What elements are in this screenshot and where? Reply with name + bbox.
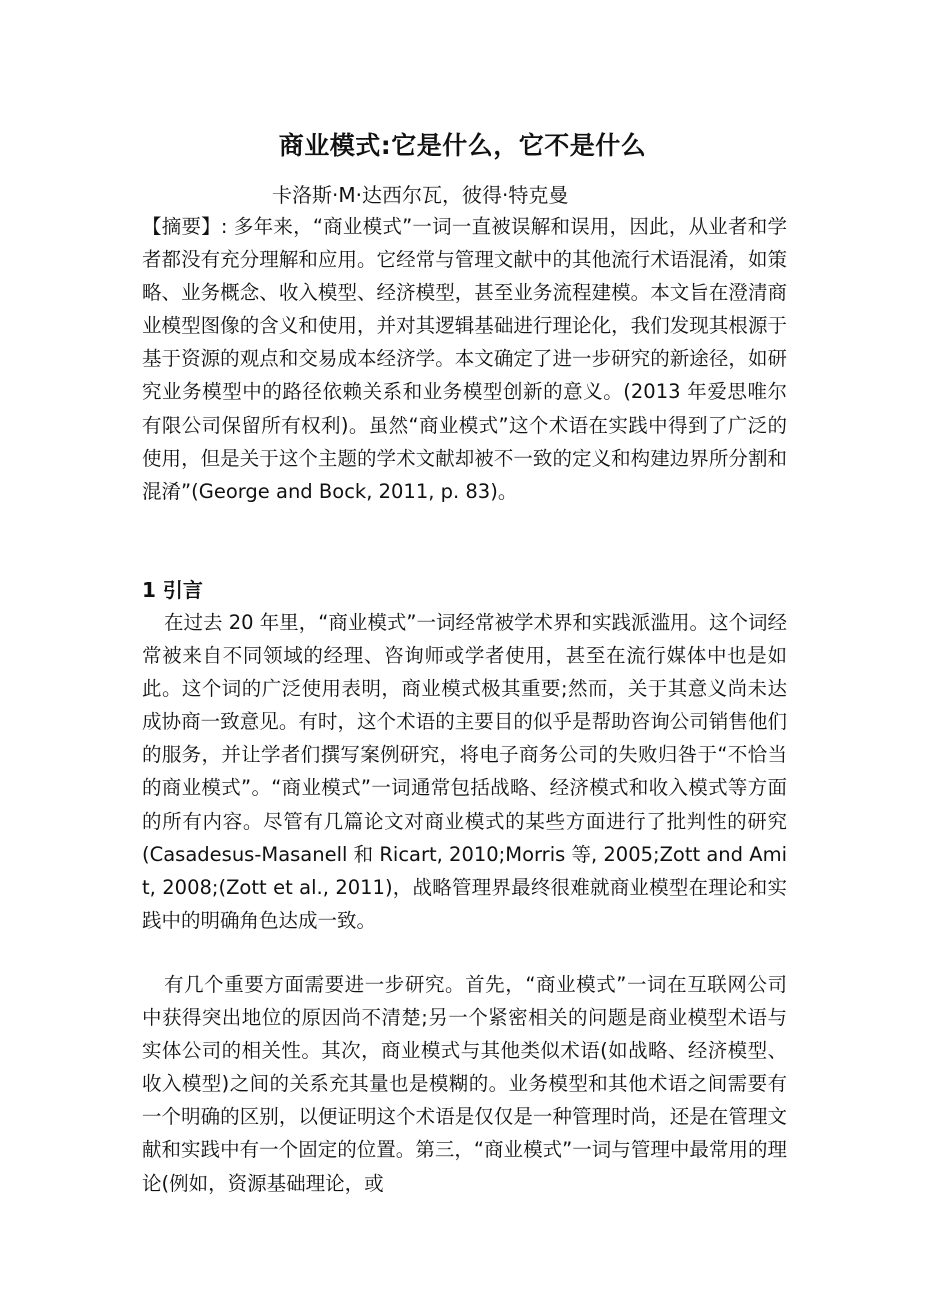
- paper-title: 商业模式:它是什么，它不是什么: [278, 131, 647, 160]
- body-paragraph-2: 有几个重要方面需要进一步研究。首先，“商业模式”一词在互联网公司中获得突出地位的原因尚不清楚;另一个紧密相关的问题是商业模型术语与实体公司的相关性。其次，商业模式与其他类似术语(如战略、经济模型、收入模型)之间的关系充其量也是模糊的。业务模型和其他术语之间需要有一个明确的区别，以便证明这个术语是仅仅是一种管理时尚，还是在管理文献和实践中有一个固定的位置。第三，“商业模式”一词与管理中最常用的理论(例如，资源基础理论，或: [142, 973, 787, 1195]
- abstract-paragraph: [142, 210, 787, 508]
- abstract-text: : 多年来，“商业模式”一词一直被误解和误用，因此，从业者和学者都没有充分理解和应用。它经常与管理文献中的其他流行术语混淆，如策略、业务概念、收入模型、经济模型，甚至业务流程建模。本文旨在澄清商业模型图像的含义和使用，并对其逻辑基础进行理论化，我们发现其根源于基于资源的观点和交易成本经济学。本文确定了进一步研究的新途径，如研究业务模型中的路径依赖关系和业务模型创新的意义。(2013 年爱思唯尔有限公司保留所有权利)。虽然“商业模式”这个术语在实践中得到了广泛的使用，但是关于这个主题的学术文献却被不一致的定义和构建边界所分割和混淆”(George and Bock, 2011, p. 83)。: [142, 215, 787, 503]
- abstract-label: 【摘要】: [142, 215, 221, 238]
- section-heading: 1 引言: [142, 578, 203, 602]
- paper-authors: 卡洛斯·M·达西尔瓦，彼得·特克曼: [272, 183, 569, 207]
- body-paragraph-1: 在过去 20 年里，“商业模式”一词经常被学术界和实践派滥用。这个词经常被来自不同领域的经理、咨询师或学者使用，甚至在流行媒体中也是如此。这个词的广泛使用表明，商业模式极其重要;然而，关于其意义尚未达成协商一致意见。有时，这个术语的主要目的似乎是帮助咨询公司销售他们的服务，并让学者们撰写案例研究，将电子商务公司的失败归咎于“不恰当的商业模式”。“商业模式”一词通常包括战略、经济模式和收入模式等方面的所有内容。尽管有几篇论文对商业模式的某些方面进行了批判性的研究(Casadesus-Masanell 和 Ricart, 2010;Morris 等, 2005;Zott and Amit, 2008;(Zott et al., 2011)，战略管理界最终很难就商业模型在理论和实践中的明确角色达成一致。: [142, 611, 787, 932]
